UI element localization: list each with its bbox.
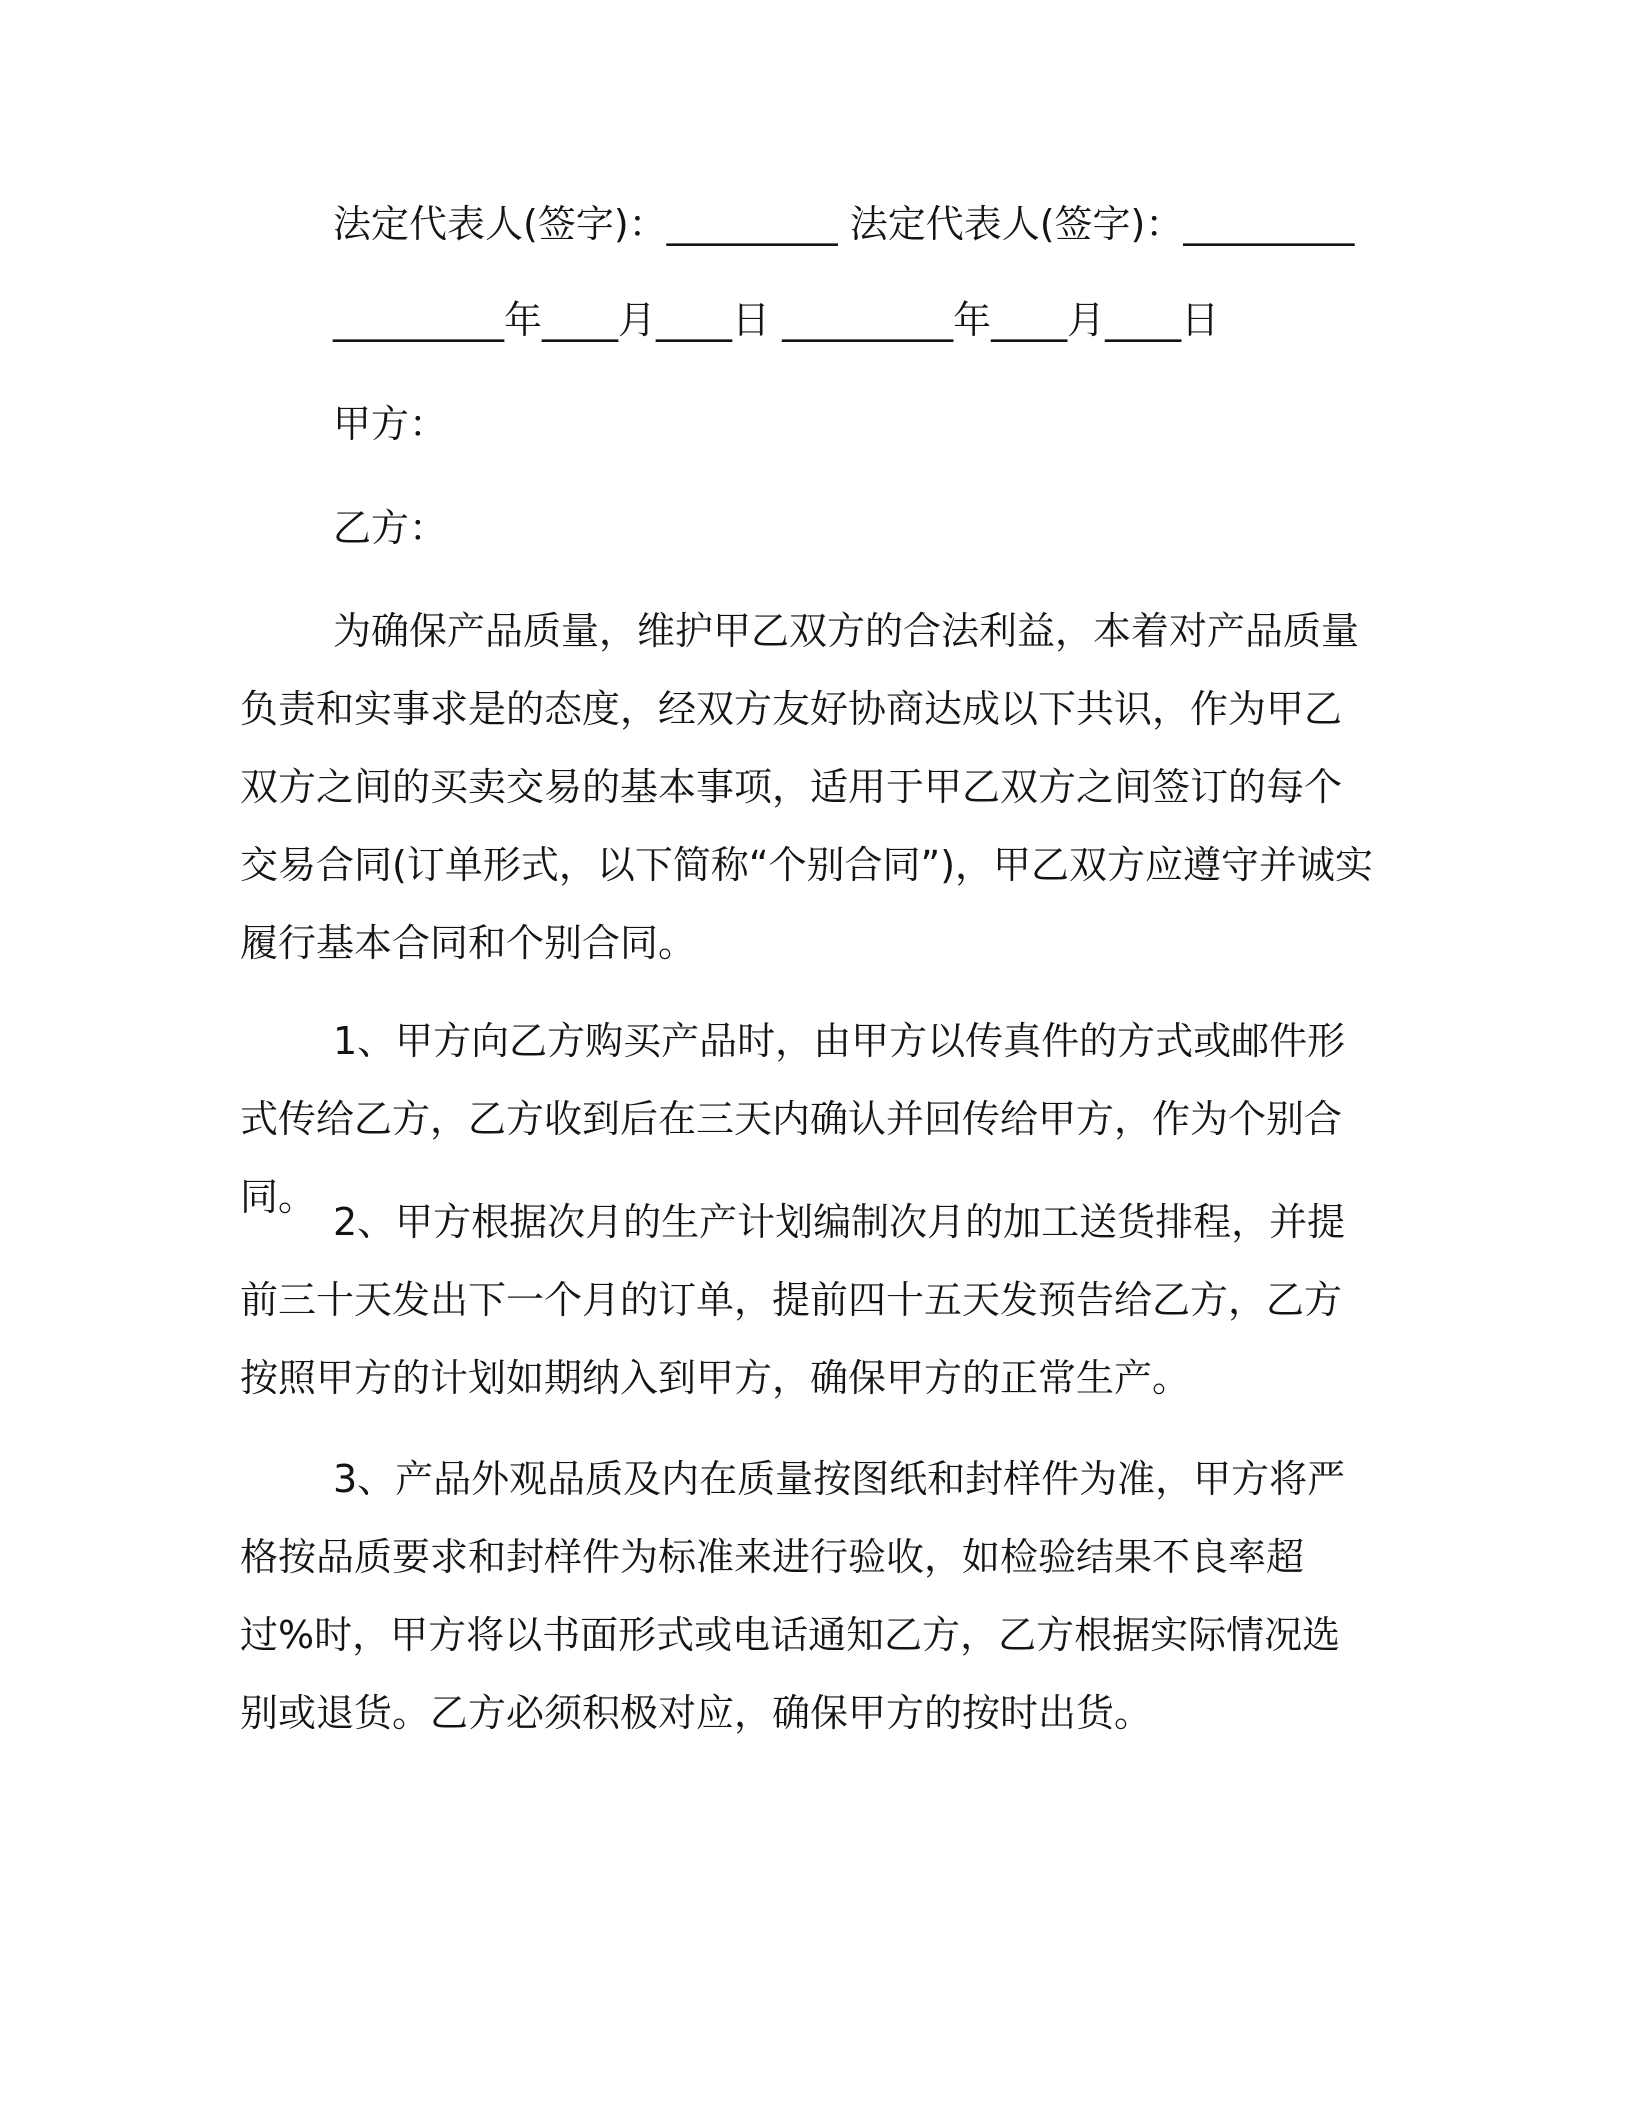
party-b-label: 乙方：: [333, 506, 448, 550]
clause-2-text: 2、甲方根据次月的生产计划编制次月的加工送货排程，并提前三十天发出下一个月的订单，提前四十五天发预告给乙方，乙方按照甲方的计划如期纳入到甲方，确保甲方的正常生产。: [240, 1200, 1346, 1400]
clause-1-text: 1、甲方向乙方购买产品时，由甲方以传真件的方式或邮件形式传给乙方，乙方收到后在三天内确认并回传给甲方，作为个别合同。: [240, 1019, 1346, 1219]
clause-3-paragraph: [240, 1440, 1378, 1752]
intro-paragraph-text: 为确保产品质量，维护甲乙双方的合法利益，本着对产品质量负责和实事求是的态度，经双方友好协商达成以下共识，作为甲乙双方之间的买卖交易的基本事项，适用于甲乙双方之间签订的每个交易合同(订单形式，以下简称“个别合同”)，甲乙双方应遵守并诚实履行基本合同和个别合同。: [240, 609, 1374, 965]
clause-2-paragraph: [240, 1183, 1378, 1417]
clause-3-text: 3、产品外观品质及内在质量按图纸和封样件为准，甲方将严格按品质要求和封样件为标准来进行验收，如检验结果不良率超过%时，甲方将以书面形式或电话通知乙方，乙方根据实际情况选别或退货。乙方必须积极对应，确保甲方的按时出货。: [240, 1457, 1346, 1735]
date-line: _________年____月____日 _________年____月____日: [333, 298, 1220, 342]
signature-line: 法定代表人(签字)：_________ 法定代表人(签字)：_________: [333, 202, 1355, 246]
intro-paragraph: [240, 592, 1378, 982]
party-a-label: 甲方：: [333, 402, 448, 446]
